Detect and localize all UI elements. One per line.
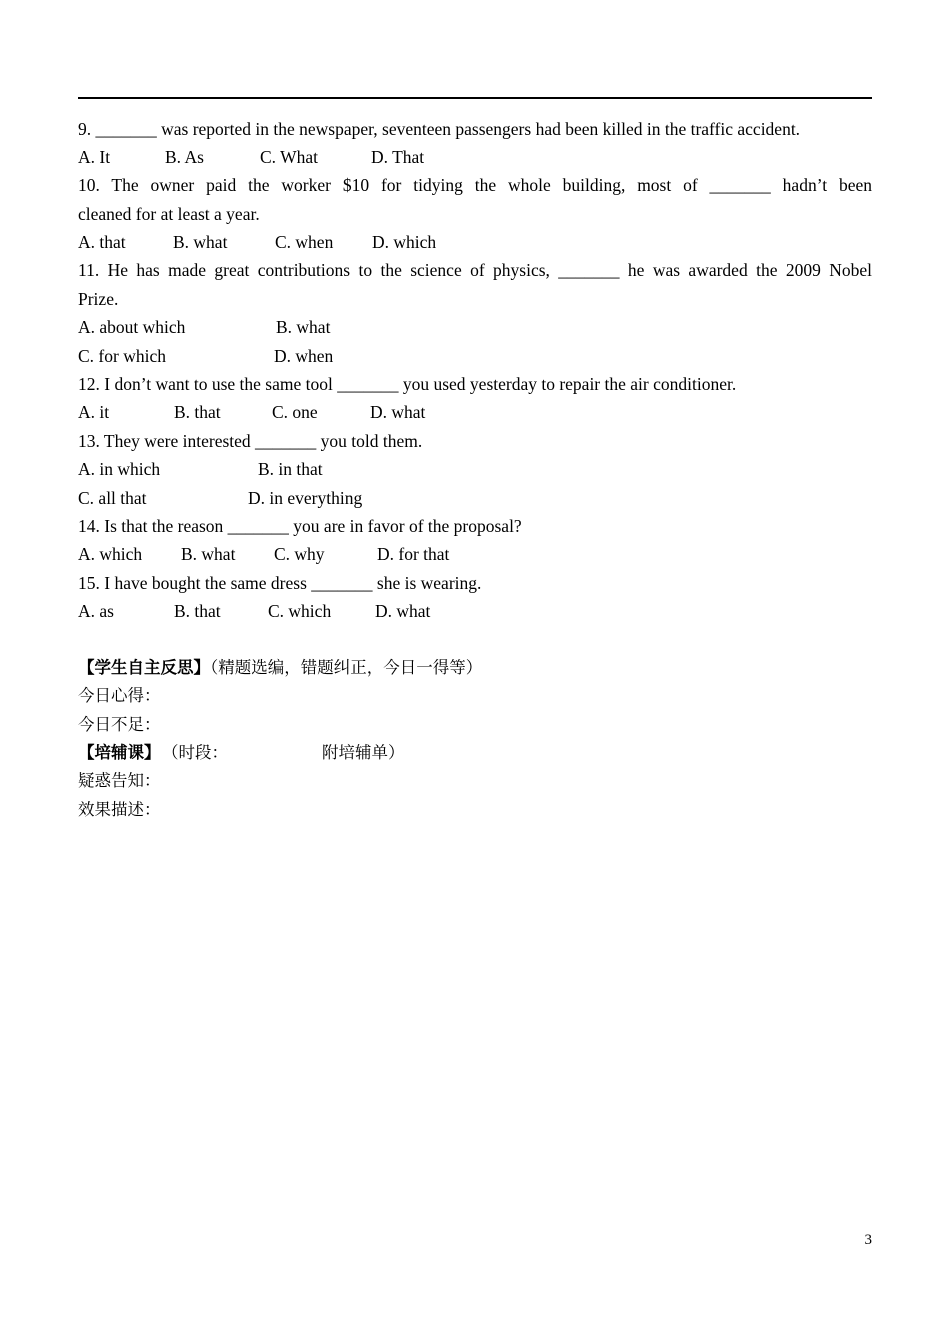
option-d: D. in everything — [248, 487, 363, 508]
option-a: A. as — [78, 601, 114, 622]
option-b: B. in that — [258, 459, 323, 480]
tutoring-note-open: （时段： — [162, 743, 228, 763]
option-row — [78, 313, 872, 341]
question-label: 疑惑告知： — [78, 771, 161, 791]
question-stem: 10. The owner paid the worker $10 for tidying the whole building, most of _______ hadn’t been — [78, 175, 872, 196]
option-row — [78, 398, 872, 426]
question-stem: 14. Is that the reason _______ you are in favor of the proposal? — [78, 515, 522, 536]
tutoring-note-close: 附培辅单） — [322, 743, 405, 763]
question-stem: 12. I don’t want to use the same tool _______ you used yesterday to repair the air conditioner. — [78, 374, 737, 395]
option-row — [78, 597, 872, 625]
option-a: A. It — [78, 146, 111, 167]
option-b: B. what — [181, 544, 236, 565]
question-stem: 13. They were interested _______ you told them. — [78, 430, 423, 451]
question-stem: 11. He has made great contributions to the science of physics, _______ he was awarded the 2009 Nobel — [78, 260, 872, 281]
option-d: D. which — [372, 232, 437, 253]
blank-line — [78, 626, 872, 654]
option-c: C. all that — [78, 487, 147, 508]
option-b: B. that — [174, 402, 221, 423]
option-c: C. one — [272, 402, 318, 423]
option-d: D. what — [375, 601, 431, 622]
question-stem: 15. I have bought the same dress _______ she is wearing. — [78, 572, 482, 593]
option-c: C. when — [275, 232, 334, 253]
option-d: D. what — [370, 402, 426, 423]
option-a: A. about which — [78, 317, 186, 338]
option-row — [78, 484, 872, 512]
option-row — [78, 143, 872, 171]
option-row — [78, 228, 872, 256]
option-b: B. As — [165, 146, 204, 167]
tutoring-heading: 【培辅课】 — [78, 743, 161, 763]
header-rule — [78, 97, 872, 99]
option-b: B. that — [174, 601, 221, 622]
option-d: D. when — [274, 345, 334, 366]
option-c: C. which — [268, 601, 332, 622]
option-c: C. What — [260, 146, 319, 167]
tutoring-heading-line — [78, 739, 872, 767]
question-stem: 9. _______ was reported in the newspaper, seventeen passengers had been killed in the traffic accident. — [78, 118, 801, 139]
reflection-heading: 【学生自主反思】 — [78, 657, 210, 677]
option-b: B. what — [173, 232, 228, 253]
option-c: C. why — [274, 544, 325, 565]
option-a: A. that — [78, 232, 126, 253]
option-a: A. in which — [78, 459, 161, 480]
question-stem-continued: Prize. — [78, 288, 119, 309]
option-a: A. which — [78, 544, 143, 565]
option-row — [78, 455, 872, 483]
gain-label: 今日心得： — [78, 686, 161, 706]
question-stem-continued: cleaned for at least a year. — [78, 203, 260, 224]
option-b: B. what — [276, 317, 331, 338]
shortfall-label: 今日不足： — [78, 714, 161, 734]
option-row — [78, 342, 872, 370]
option-c: C. for which — [78, 345, 166, 366]
worksheet-content — [78, 115, 872, 825]
effect-label: 效果描述： — [78, 799, 161, 819]
reflection-heading-line — [78, 654, 872, 682]
option-d: D. for that — [377, 544, 450, 565]
option-d: D. That — [371, 146, 425, 167]
option-a: A. it — [78, 402, 110, 423]
page-number: 3 — [864, 1232, 872, 1248]
option-row — [78, 540, 872, 568]
reflection-note: （精题选编，错题纠正，今日一得等） — [210, 657, 483, 677]
